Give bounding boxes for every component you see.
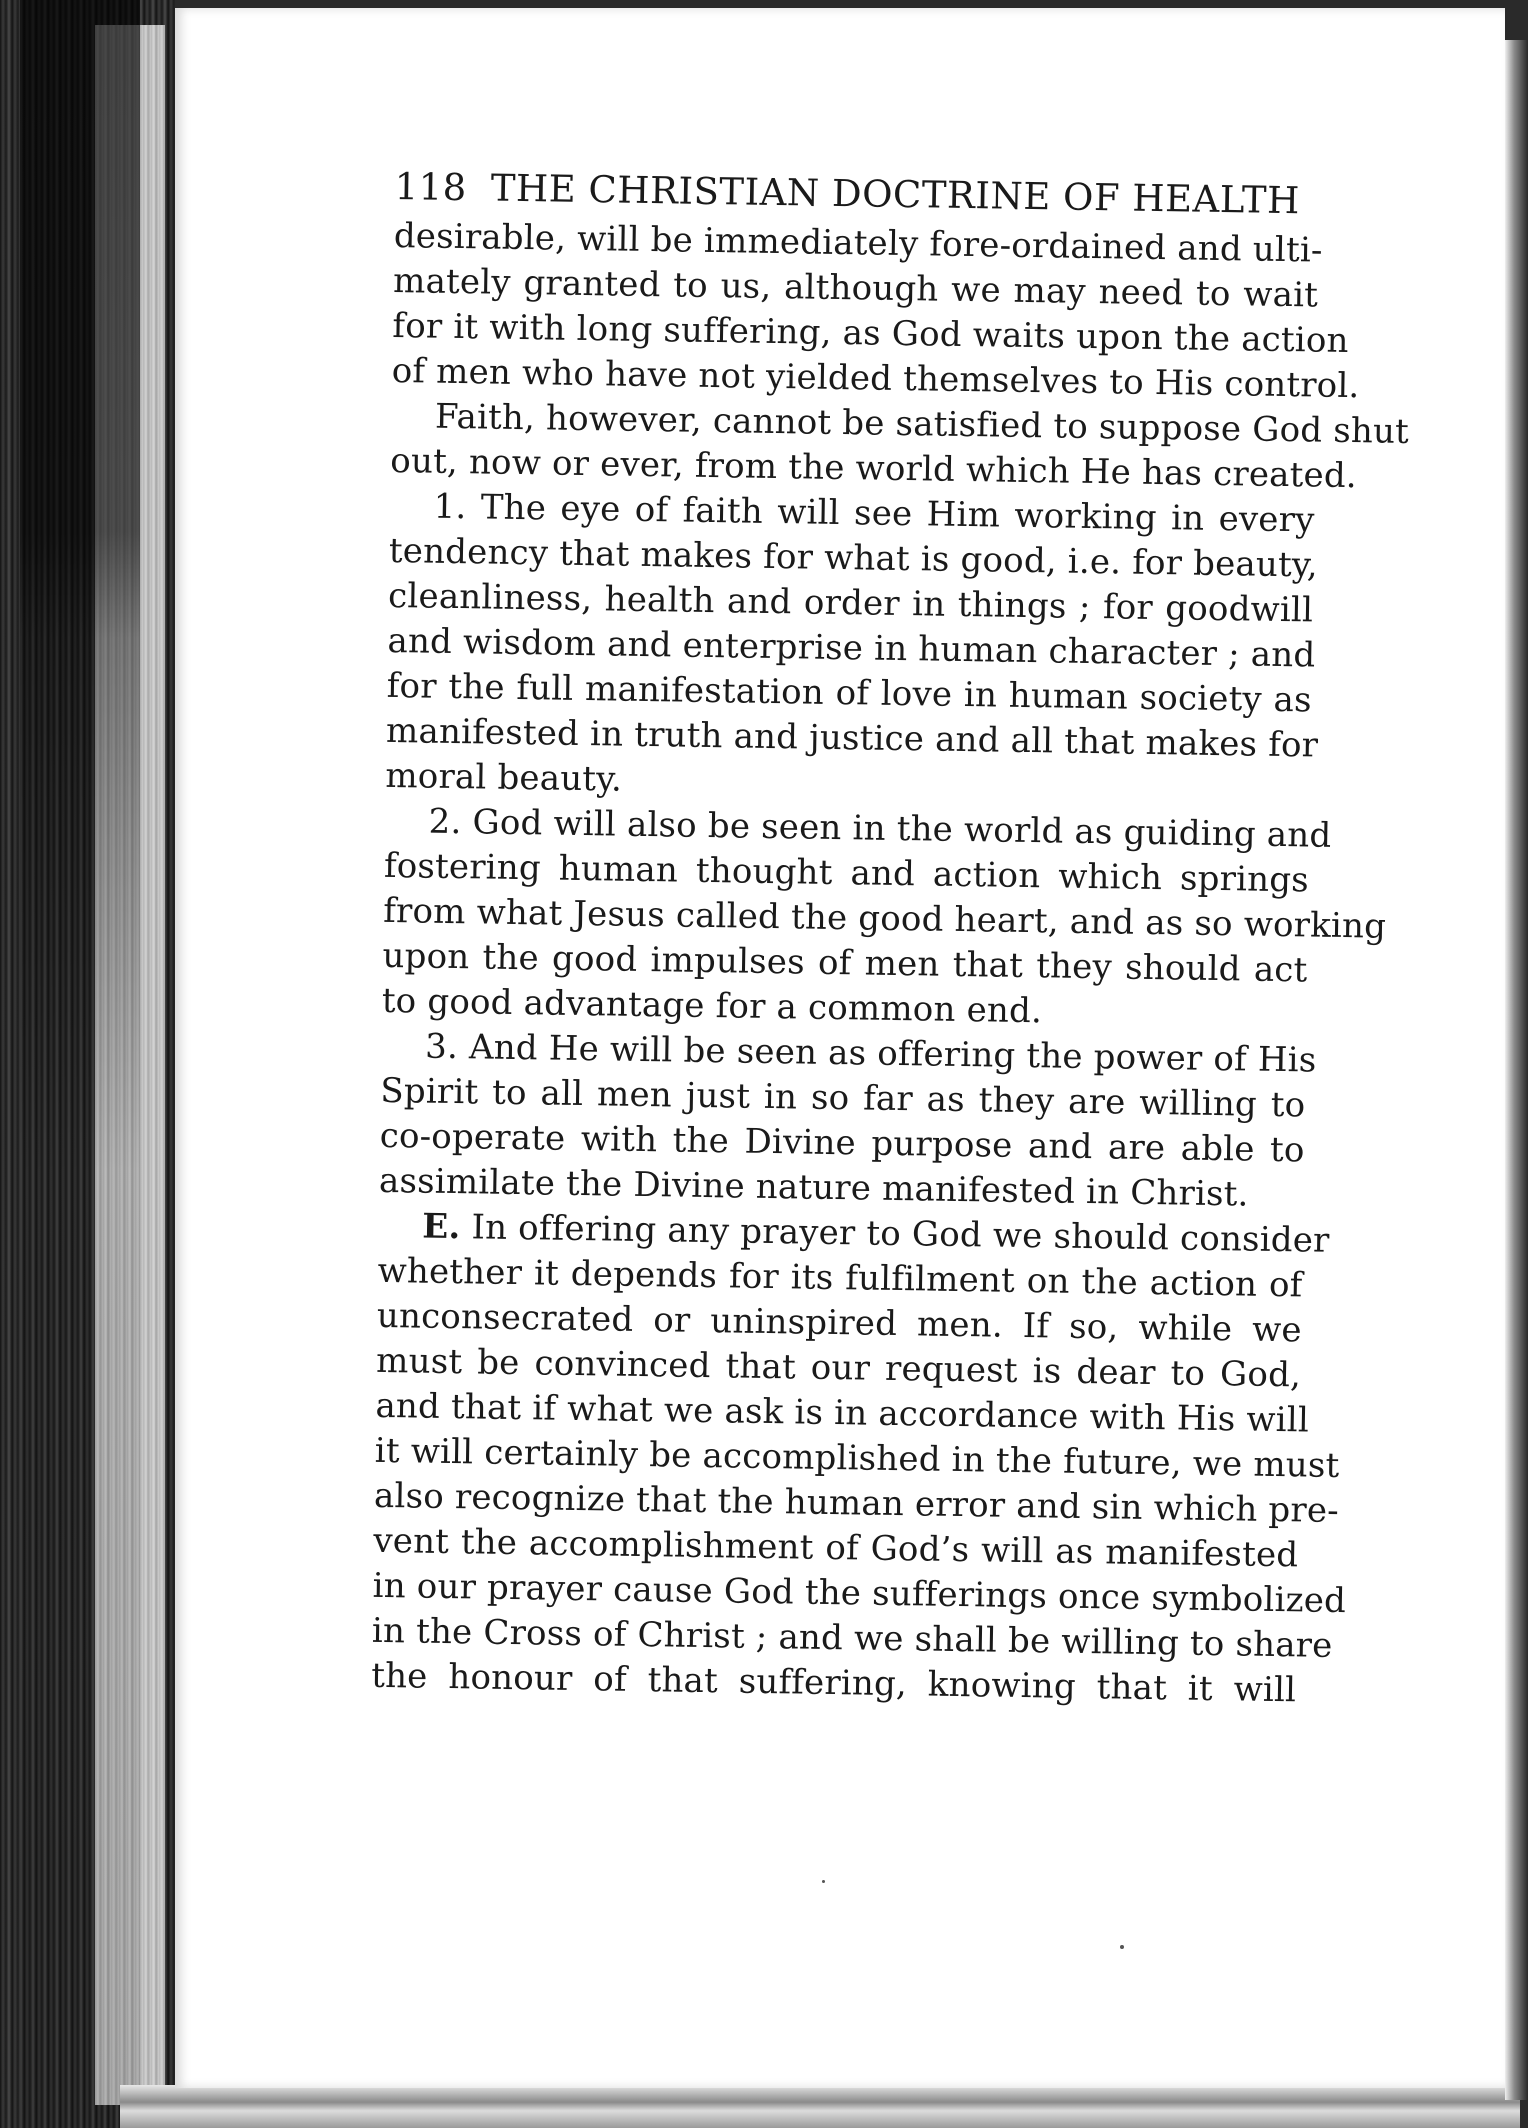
text-line-content: 2. God will also be seen in the world as guiding and — [428, 801, 1332, 856]
text-line-content: also recognize that the human error and sin which pre- — [373, 1475, 1340, 1531]
text-line-content: assimilate the Divine nature manifested in Christ. — [378, 1160, 1249, 1215]
text-line-content: upon the good impulses of men that they should act — [382, 935, 1308, 991]
text-line-content: of men who have not yielded themselves to His control. — [391, 350, 1360, 407]
text-line-content: manifested in truth and justice and all that makes for — [385, 710, 1319, 766]
text-line-content: whether it depends for its fulfilment on the action of — [377, 1250, 1303, 1306]
text-line-content: fostering human thought and action which springs — [383, 845, 1310, 901]
text-line-content: In offering any prayer to God we should consider — [471, 1207, 1330, 1261]
text-line-content: Spirit to all men just in so far as they are willing to — [380, 1070, 1306, 1126]
paper-speck — [822, 1880, 825, 1883]
page-right-edge — [1505, 40, 1528, 2100]
section-letter: E. — [422, 1206, 461, 1248]
text-line-content: Faith, however, cannot be satisfied to suppose God shut — [434, 396, 1410, 452]
page-text-block — [370, 165, 1410, 1714]
text-line-content: 1. The eye of faith will see Him working in every — [433, 486, 1315, 541]
text-line-content: tendency that makes for what is good, i.e. for beauty, — [388, 530, 1319, 586]
text-line-content: the honour of that suffering, knowing that it will — [370, 1655, 1297, 1711]
text-line-content: desirable, will be immediately fore-ordained and ulti- — [393, 215, 1323, 271]
text-line-content: to good advantage for a common end. — [381, 980, 1043, 1032]
text-line-content: for it with long suffering, as God waits upon the action — [392, 305, 1349, 361]
text-line-content: it will certainly be accomplished in the future, we must — [374, 1430, 1340, 1486]
text-line-content: for the full manifestation of love in human society as — [386, 665, 1313, 721]
text-line-content: vent the accomplishment of God’s will as manifested — [373, 1520, 1299, 1576]
text-line-content: out, now or ever, from the world which He has created. — [390, 440, 1358, 497]
text-line-content: moral beauty. — [385, 755, 623, 800]
paper-speck — [1120, 1945, 1124, 1949]
text-line-content: and wisdom and enterprise in human character ; and — [387, 620, 1316, 676]
text-line-content: cleanliness, health and order in things ; for goodwill — [387, 575, 1314, 631]
text-line-content: in our prayer cause God the sufferings once symbolized — [372, 1565, 1347, 1622]
running-title: THE CHRISTIAN DOCTRINE OF HEALTH — [490, 166, 1301, 223]
body-text — [370, 214, 1410, 1714]
text-line-content: 3. And He will be seen as offering the power of His — [424, 1026, 1317, 1081]
text-line-content: unconsecrated or uninspired men. If so, while we — [376, 1295, 1303, 1351]
book-bottom-edge — [120, 2085, 1520, 2128]
text-line-content: mately granted to us, although we may need to wait — [392, 260, 1319, 316]
text-line-content: from what Jesus called the good heart, and as so working — [382, 890, 1387, 947]
text-line-content: must be convinced that our request is dear to God, — [375, 1340, 1302, 1396]
text-line-content: and that if what we ask is in accordance with His will — [375, 1385, 1310, 1441]
text-line-content: co-operate with the Divine purpose and are able to — [379, 1115, 1305, 1171]
page-number: 118 — [394, 165, 468, 210]
book-spine-shadow — [20, 0, 140, 2128]
text-line-content: in the Cross of Christ ; and we shall be willing to share — [371, 1610, 1333, 1666]
